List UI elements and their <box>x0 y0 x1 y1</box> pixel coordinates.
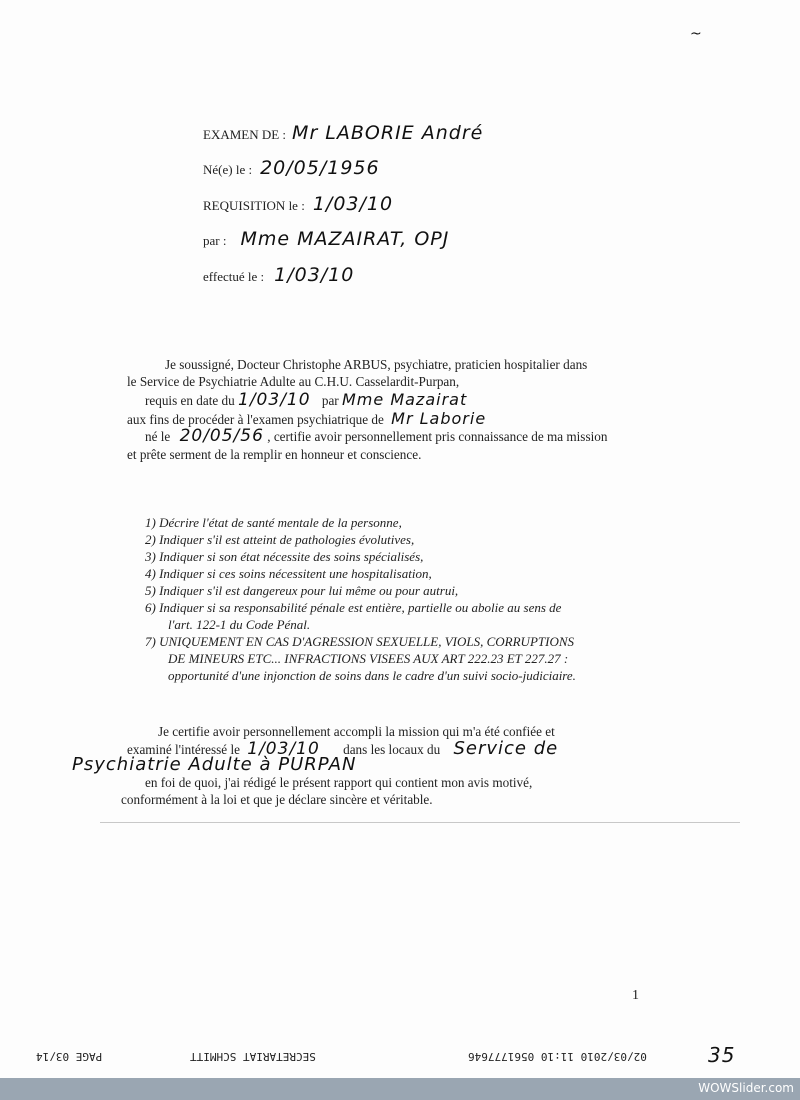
fax-sender: SECRETARIAT SCHMITT <box>190 1050 316 1063</box>
examen-value: Mr LABORIE André <box>292 122 484 144</box>
closing-line-5: conformément à la loi et que je déclare sincère et véritable. <box>121 792 433 807</box>
intro-requis-date: 1/03/10 <box>238 390 311 410</box>
watermark-bar <box>0 1078 800 1100</box>
par-row <box>203 228 449 250</box>
par-value: Mme MAZAIRAT, OPJ <box>240 228 450 250</box>
intro-requis-text: requis en date du <box>145 393 235 408</box>
examen-row <box>203 122 483 144</box>
corner-mark: ~ <box>690 26 703 42</box>
requisition-value: 1/03/10 <box>312 193 394 215</box>
intro-line-6: et prête serment de la remplir en honneur et conscience. <box>127 447 422 462</box>
closing-locaux-text: dans les locaux du <box>343 742 441 757</box>
examen-label: EXAMEN DE : <box>203 127 287 142</box>
fax-timestamp: 02/03/2010 11:10 0561777646 <box>468 1050 647 1063</box>
ne-value: 20/05/1956 <box>260 157 380 179</box>
requisition-label: REQUISITION le : <box>203 198 305 213</box>
intro-line-5 <box>145 428 607 445</box>
closing-location: Psychiatrie Adulte à PURPAN <box>72 754 357 775</box>
mission-item-3: 3) Indiquer si son état nécessite des soins spécialisés, <box>145 549 424 564</box>
fax-page-label: PAGE 03/14 <box>36 1050 103 1063</box>
intro-certifie-text: , certifie avoir personnellement pris connaissance de ma mission <box>267 429 608 444</box>
intro-line-2: le Service de Psychiatrie Adulte au C.H.U. Casselardit-Purpan, <box>127 374 460 389</box>
closing-line-1: Je certifie avoir personnellement accompli la mission qui m'a été confiée et <box>158 724 555 739</box>
mission-item-5: 5) Indiquer s'il est dangereux pour lui même ou pour autrui, <box>145 583 459 598</box>
ne-row <box>203 157 380 179</box>
intro-line-1: Je soussigné, Docteur Christophe ARBUS, psychiatre, praticien hospitalier dans <box>165 357 588 372</box>
intro-patient: Mr Laborie <box>391 409 487 428</box>
mission-item-6: 6) Indiquer si sa responsabilité pénale est entière, partielle ou abolie au sens de <box>145 600 562 615</box>
closing-exam-date: 1/03/10 <box>247 739 320 759</box>
intro-par-text: par <box>321 393 339 408</box>
fax-handwritten-number: 35 <box>708 1043 736 1067</box>
separator-line <box>100 822 740 823</box>
par-label: par : <box>203 233 227 248</box>
intro-requis-by: Mme Mazairat <box>342 390 468 409</box>
mission-item-2: 2) Indiquer s'il est atteint de pathologies évolutives, <box>145 532 415 547</box>
mission-item-7-cont-2: opportunité d'une injonction de soins dans le cadre d'un suivi socio-judiciaire. <box>168 668 576 683</box>
effectue-row <box>203 264 354 286</box>
effectue-label: effectué le : <box>203 269 265 284</box>
closing-examine-text: examiné l'intéressé le <box>127 742 240 757</box>
mission-item-7: 7) UNIQUEMENT EN CAS D'AGRESSION SEXUELLE, VIOLS, CORRUPTIONS <box>145 634 574 649</box>
watermark-text: WOWSlider.com <box>698 1081 794 1095</box>
intro-aux-fins-text: aux fins de procéder à l'examen psychiatrique de <box>127 412 384 427</box>
requisition-row <box>203 193 393 215</box>
intro-line-3 <box>145 391 467 409</box>
ne-label: Né(e) le : <box>203 162 253 177</box>
intro-birth-date: 20/05/56 <box>179 426 264 446</box>
mission-item-6-cont: l'art. 122-1 du Code Pénal. <box>168 617 311 632</box>
mission-item-4: 4) Indiquer si ces soins nécessitent une hospitalisation, <box>145 566 432 581</box>
intro-ne-le-text: né le <box>145 429 171 444</box>
effectue-value: 1/03/10 <box>274 264 355 286</box>
closing-service: Service de <box>453 738 559 759</box>
page-number: 1 <box>632 988 639 1003</box>
closing-line-4: en foi de quoi, j'ai rédigé le présent rapport qui contient mon avis motivé, <box>145 775 533 790</box>
mission-item-7-cont: DE MINEURS ETC... INFRACTIONS VISEES AUX ART 222.23 ET 227.27 : <box>168 651 569 666</box>
mission-item-1: 1) Décrire l'état de santé mentale de la personne, <box>145 515 402 530</box>
